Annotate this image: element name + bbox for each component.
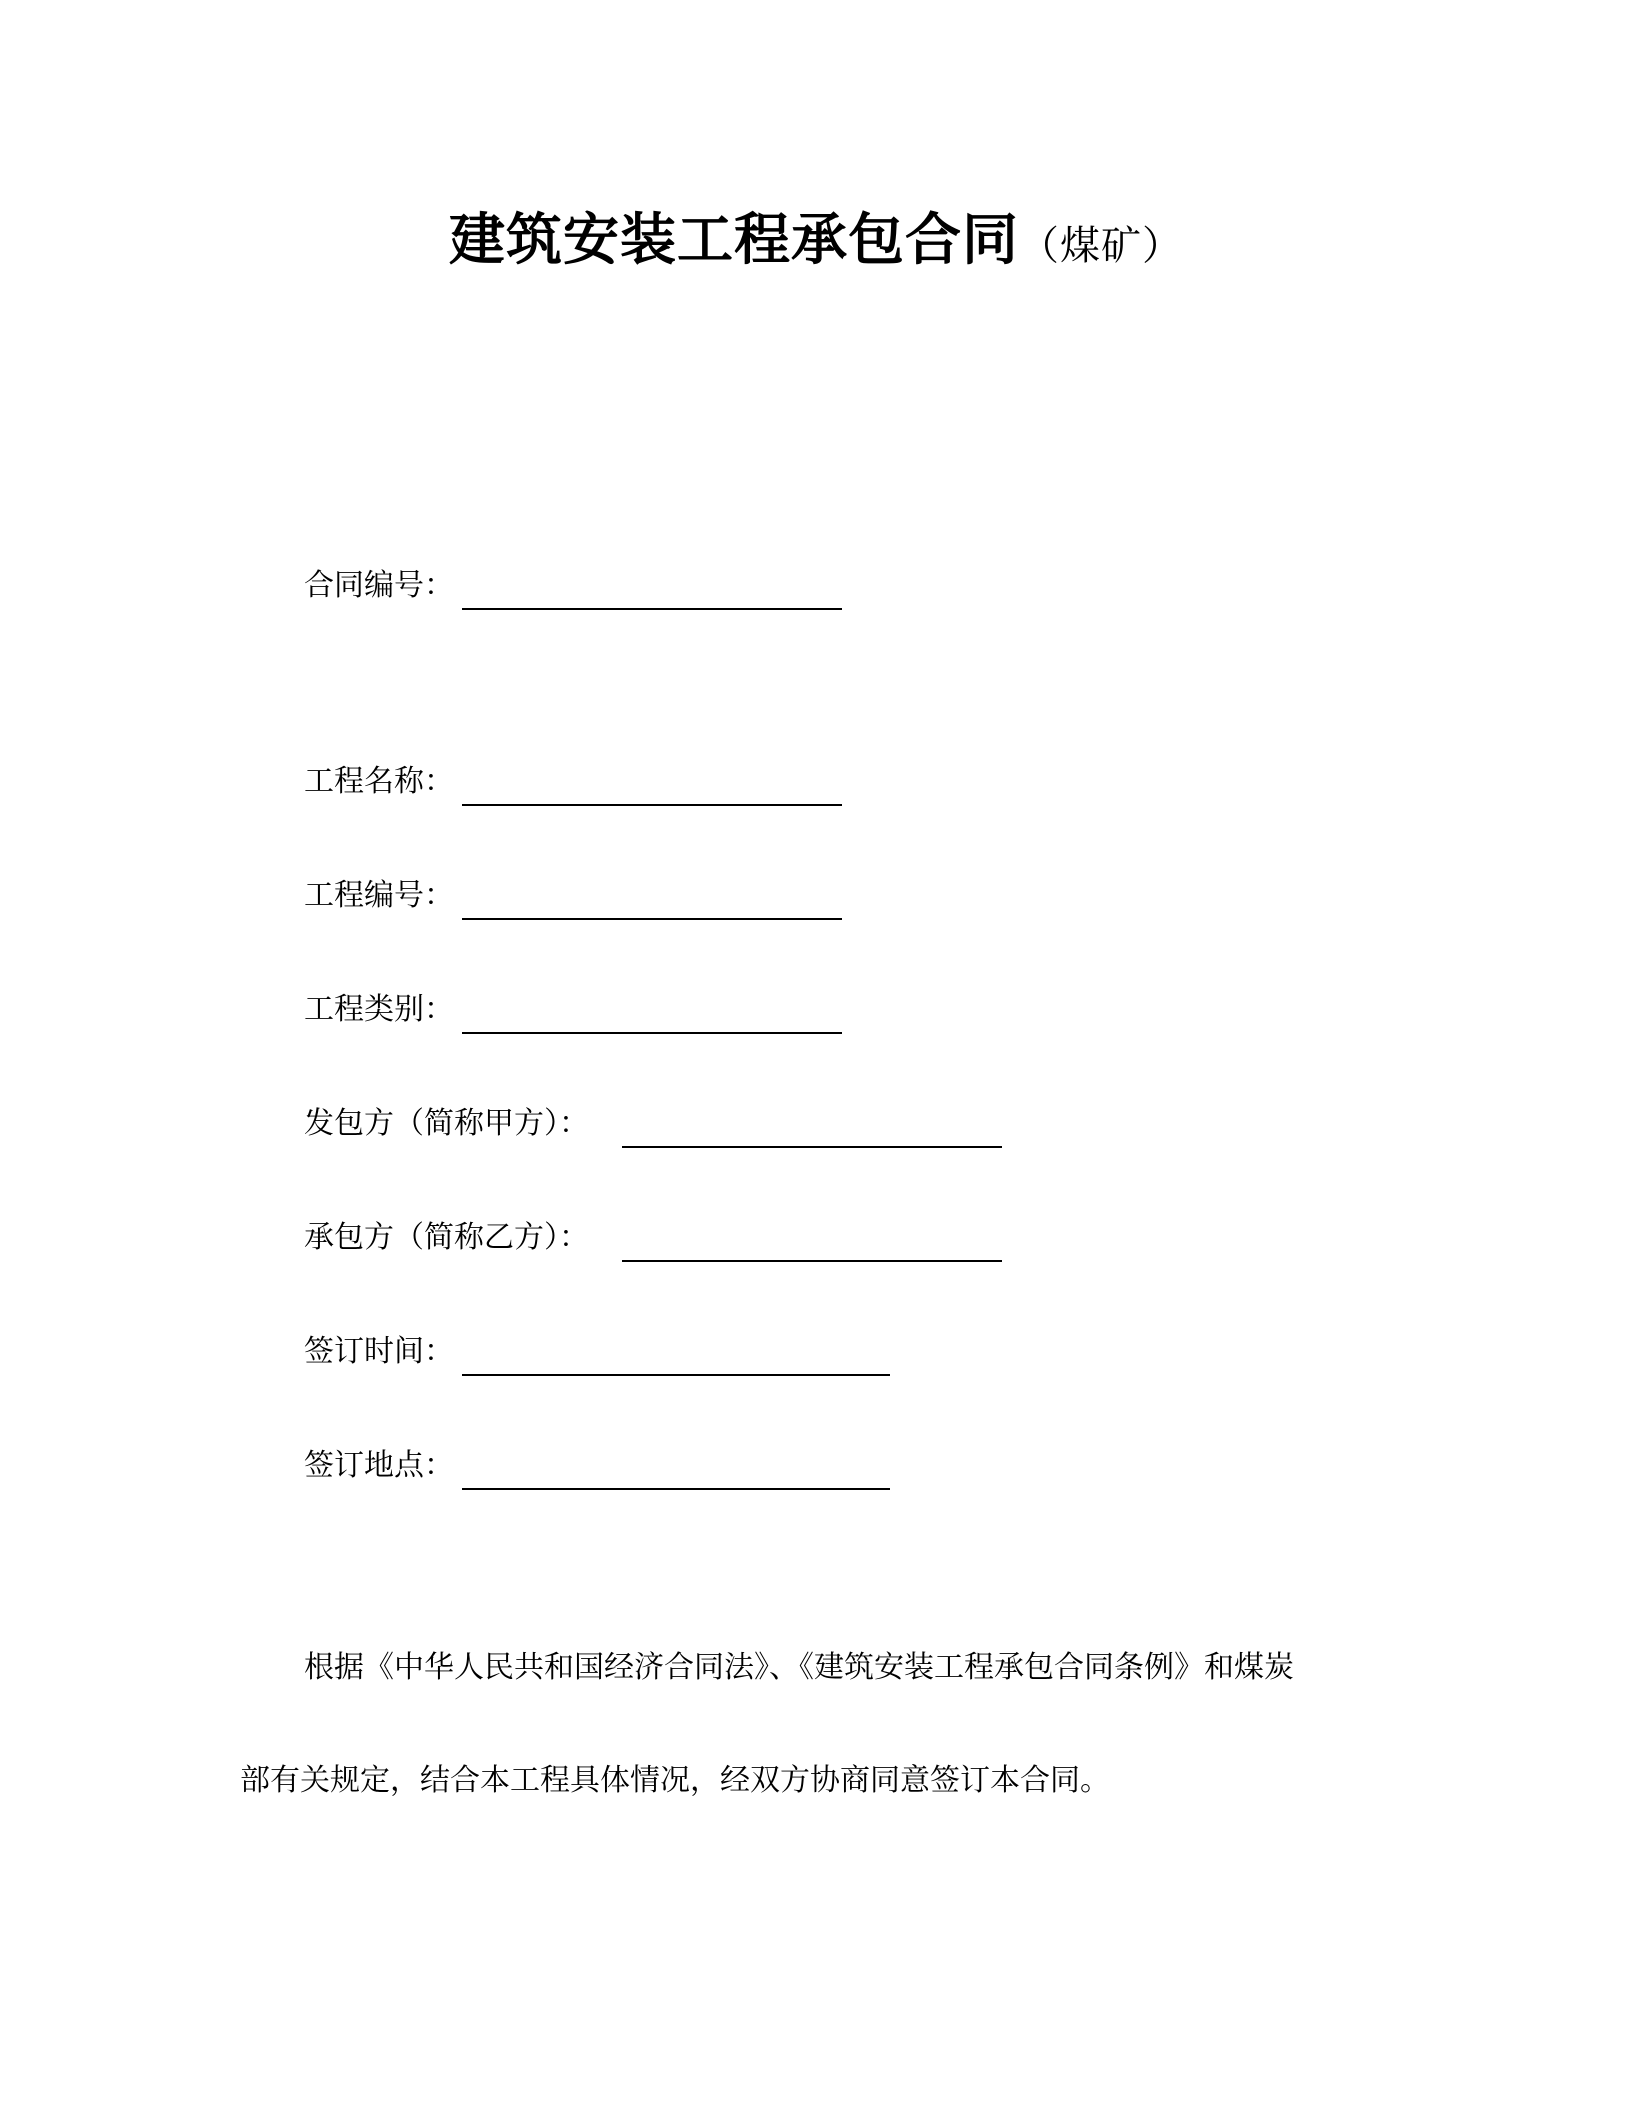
title-suffix: （煤矿）	[1019, 223, 1183, 269]
title-main: 建筑安装工程承包合同	[449, 208, 1019, 273]
preamble-line-1: 根据《中华人民共和国经济合同法》、《建筑安装工程承包合同条例》和煤炭	[304, 1650, 1294, 1685]
field-project-type	[304, 990, 844, 1034]
field-party-b	[304, 1218, 1004, 1262]
blank-line-project-type[interactable]	[462, 1032, 842, 1034]
field-sign-date	[304, 1332, 894, 1376]
blank-line-sign-place[interactable]	[462, 1488, 890, 1490]
blank-line-sign-date[interactable]	[462, 1374, 890, 1376]
blank-line-party-b[interactable]	[622, 1260, 1002, 1262]
document-title	[0, 196, 1632, 276]
field-party-a	[304, 1104, 1004, 1148]
field-label-sign-place: 签订地点：	[304, 1448, 454, 1483]
blank-line-party-a[interactable]	[622, 1146, 1002, 1148]
blank-line-contract-no[interactable]	[462, 608, 842, 610]
field-contract-no	[304, 566, 844, 610]
field-label-contract-no: 合同编号：	[304, 568, 454, 603]
field-label-project-type: 工程类别：	[304, 992, 454, 1027]
blank-line-project-no[interactable]	[462, 918, 842, 920]
preamble-line-2: 部有关规定，结合本工程具体情况，经双方协商同意签订本合同。	[240, 1763, 1110, 1798]
field-label-sign-date: 签订时间：	[304, 1334, 454, 1369]
field-sign-place	[304, 1446, 894, 1490]
field-label-party-b: 承包方（简称乙方）：	[304, 1220, 589, 1255]
field-project-no	[304, 876, 844, 920]
field-project-name	[304, 762, 844, 806]
field-label-party-a: 发包方（简称甲方）：	[304, 1106, 589, 1141]
blank-line-project-name[interactable]	[462, 804, 842, 806]
field-label-project-no: 工程编号：	[304, 878, 454, 913]
field-label-project-name: 工程名称：	[304, 764, 454, 799]
